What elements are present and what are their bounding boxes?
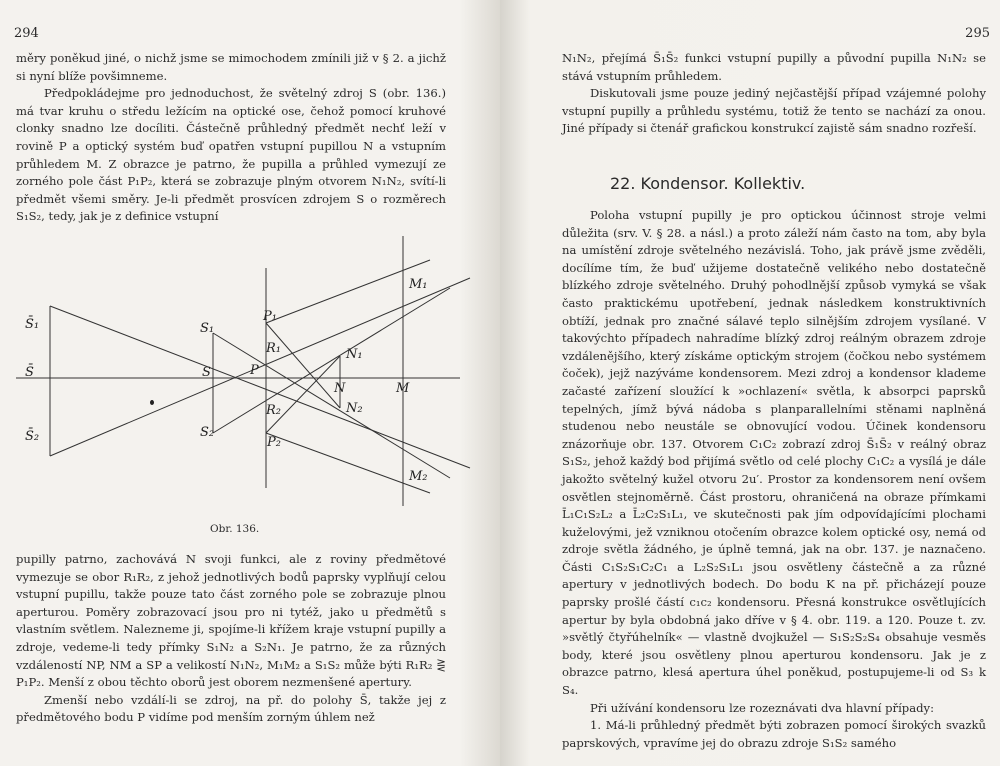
label-s: S <box>202 365 211 380</box>
figure-136-optical-diagram <box>10 228 480 518</box>
paragraph: N₁N₂, přejímá S̄₁S̄₂ funkci vstupní pupilly a původní pupilla N₁N₂ se stává vstupním průhledem. <box>562 51 986 83</box>
paragraph: Poloha vstupní pupilly je pro optickou účinnost stroje velmi důležita (srv. V. § 28. a násl.) a proto záleží nám často na tom, aby byla na umístění zdroje světelného nezávislá. Toho, jak právě jsme zvěděli, docílíme tím, že buď užijeme dostatečně velikého nebo dostatečně blízkého zdroje světelného. Druhý pohodlnější způsob vymyká se však často praktickému upotřebení, jednak následkem konstruktivních obtíží, jednak pro značné sálavé teplo silnějším zdrojem vysílané. V takovýchto případech nahradíme blízký zdroj reálným obrazem zdroje vzdálenějšího, který získáme optickým strojem (čočkou nebo systémem čoček), jejž nazýváme kondensorem. Mezi zdroj a kondensor klademe začasté zařízení sloužící k »ochlazení« světla, k absorpci paprsků tepelných, jímž bývá nádoba s planparallelními stěnami naplněná studenou nebo neustále se obnovující vodou. Účinek kondensoru znázorňuje obr. 137. Otvorem C₁C₂ zobrazí zdroj S̄₁S̄₂ v reálný obraz S₁S₂, jehož každý bod přijímá světlo od celé plochy C₁C₂ a vysílá je dále jakožto světelný kužel otvoru 2u′. Prostor za kondensorem není ovšem osvětlen stejnoměrně. Část prostoru, ohraničená na obraze přímkami L̄₁C₁S₂L₂ a L̄₂C₂S₁L₁, ve skutečnosti pak jím odpovídajícími plochami kuželovými, jež vzniknou otočením obrazce kolem optické osy, nemá od zdroje světla žádného, je úplně temná, jak na obr. 137. je naznačeno. Části C₁S₂S₁C₂C₁ a L₂S₂S₁L₁ jsou osvětleny částečně a za různé apertury v jednotlivých bodech. Do bodu K na př. přicházejí pouze paprsky prošlé částí c₁c₂ kondensoru. Přesná konstrukce osvětlujících apertur by byla obdobná jako dříve v § 4. obr. 119. a 120. Pouze t. zv. »světlý čtyřúhelník« — vlastně dvojkužel — S₁S₂S₂S₄ obsahuje vesměs body, které jsou osvětleny plnou aperturou kondensoru. Jak je z obrazce patrno, klesá apertura úhel poněkud, postupujeme-li od S₃ k S₄. <box>562 208 986 698</box>
label-s1: S₁ <box>200 321 215 336</box>
page-number: 295 <box>965 26 990 41</box>
label-s2: S₂ <box>200 425 215 440</box>
label-m2: M₂ <box>409 469 428 484</box>
label-n1: N₁ <box>346 347 363 362</box>
paragraph: Zmenší nebo vzdálí-li se zdroj, na př. do polohy S̄, takže jej z předmětového bodu P vidíme pod menším zorným úhlem než <box>16 692 446 725</box>
label-n: N <box>334 381 346 396</box>
figure-caption: Obr. 136. <box>210 523 260 535</box>
label-r1: R₁ <box>266 341 281 356</box>
page-number: 294 <box>14 26 39 41</box>
paragraph: pupilly patrno, zachovává N svoji funkci, ale z roviny předmětové vymezuje se obor R₁R₂, z jehož jednotlivých bodů paprsky vyplňují celou vstupní pupillu, takže pouze tato část zorného pole se zobrazuje plnou aperturou. Poměry zobrazovací jsou pro ni tytéž, jako u předmětů s vlastním světlem. Nalezneme ji, spojíme-li křížem kraje vstupní pupilly a zdroje, vedeme-li tedy přímky S₁N₂ a S₂N₁. Je patrno, že za různých vzdáleností NP, NM a SP a velikostí N₁N₂, M₁M₂ a S₁S₂ může býti R₁R₂ ⋛ P₁P₂. Menší z obou těchto oborů jest oborem nezmenšené apertury. <box>16 552 446 690</box>
ink-spot <box>150 400 154 405</box>
label-s2-bar: S̄₂ <box>25 429 40 444</box>
left-bottom-text <box>16 551 446 727</box>
section-title: 22. Kondensor. Kollektiv. <box>610 174 806 193</box>
paragraph: Předpokládejme pro jednoduchost, že světelný zdroj S (obr. 136.) má tvar kruhu o středu ležícím na optické ose, čehož pomocí kruhové clonky snadno lze docíliti. Částečně průhledný předmět nechť leží v rovině P a optický systém buď opatřen vstupní pupillou N a vstupním průhledem M. Z obrazce je patrno, že pupilla a průhled vymezují ze zorného pole část P₁P₂, která se zobrazuje plným otvorem N₁N₂, svítí-li předmět všemi směry. Je-li předmět prosvícen zdrojem S o rozměrech S₁S₂, tedy, jak je z definice vstupní <box>16 86 446 224</box>
label-m1: M₁ <box>409 277 428 292</box>
paragraph: Diskutovali jsme pouze jediný nejčastější případ vzájemné polohy vstupní pupilly a průhledu systému, totiž že tento se nachází za onou. Jiné případy si čtenář grafickou konstrukcí zajistě sám snadno rozřeší. <box>562 86 986 136</box>
label-p1: P₁ <box>263 309 277 324</box>
label-s-bar: S̄ <box>25 365 34 380</box>
right-body-text <box>562 207 986 752</box>
right-page <box>500 0 1000 766</box>
label-s1-bar: S̄₁ <box>25 317 40 332</box>
label-p2: P₂ <box>267 435 281 450</box>
label-n2: N₂ <box>346 401 363 416</box>
right-top-text <box>562 50 986 138</box>
label-m: M <box>396 381 410 396</box>
paragraph: 1. Má-li průhledný předmět býti zobrazen pomocí širokých svazků paprskových, vpravíme jej do obrazu zdroje S₁S₂ samého <box>562 718 986 750</box>
paragraph: měry poněkud jiné, o nichž jsme se mimochodem zmínili již v § 2. a jichž si nyní blíže povšimneme. <box>16 51 446 83</box>
label-p: P <box>250 363 259 378</box>
left-top-text <box>16 50 446 226</box>
paragraph: Při užívání kondensoru lze rozeznávati dva hlavní případy: <box>590 700 934 715</box>
label-r2: R₂ <box>266 403 281 418</box>
